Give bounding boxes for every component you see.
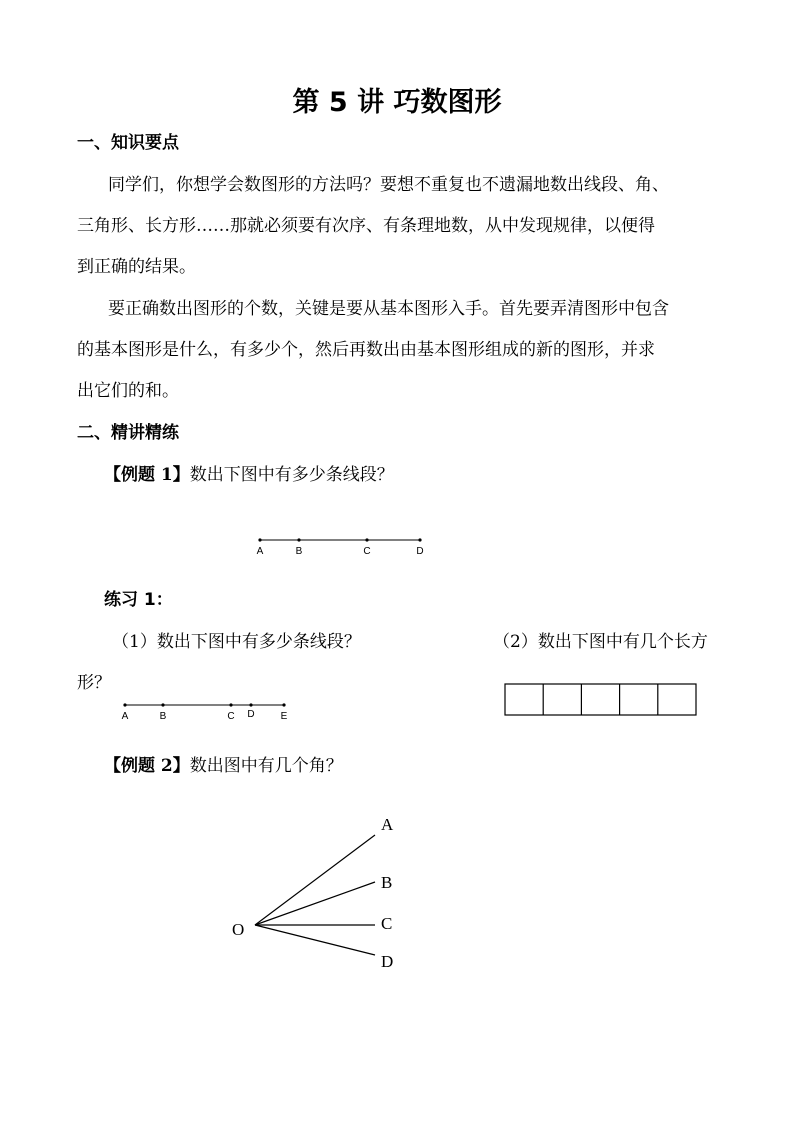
example1-tag: 【例题 1】 (104, 465, 190, 485)
point-dot (249, 703, 252, 706)
point-label: A (256, 546, 264, 557)
point-dot (258, 538, 261, 541)
point-dot (161, 703, 164, 706)
point-label: B (295, 546, 303, 557)
practice1-q1-line1: （1）数出下图中有多少条线段？ (112, 632, 361, 652)
para1-line2: 三角形、长方形……那就必须要有次序、有条理地数，从中发现规律，以便得 (77, 216, 655, 236)
example1-question (104, 460, 394, 485)
para2-line2: 的基本图形是什么，有多少个，然后再数出由基本图形组成的新的图形，并求 (77, 340, 655, 360)
para1-line3: 到正确的结果。 (77, 257, 196, 277)
practice1-segment-figure (117, 697, 297, 725)
para1-line1: 同学们，你想学会数图形的方法吗？要想不重复也不遗漏地数出线段、角、 (108, 175, 669, 195)
point-dot (229, 703, 232, 706)
section-heading-knowledge: 一、知识要点 (77, 133, 179, 153)
point-dot (297, 538, 300, 541)
point-dot (282, 703, 285, 706)
ray-ob (255, 882, 375, 925)
point-label: D (247, 709, 255, 720)
point-label: E (280, 711, 288, 722)
example2-question (104, 751, 343, 776)
point-label: B (159, 711, 167, 722)
para2-line3: 出它们的和。 (77, 381, 179, 401)
ray-od (255, 925, 375, 955)
point-dot (365, 538, 368, 541)
example2-text: 数出图中有几个角？ (189, 756, 343, 776)
example1-text: 数出下图中有多少条线段？ (189, 465, 394, 485)
point-dot (418, 538, 421, 541)
point-label: A (121, 711, 129, 722)
practice1-rectangle-figure (504, 683, 698, 716)
ray-label: A (381, 815, 394, 834)
page-title: 第 5 讲 巧数图形 (292, 87, 502, 118)
section-heading-practice: 二、精讲精练 (77, 423, 179, 443)
rectangle-outline (505, 684, 696, 715)
practice1-q1-line2: 形？ (77, 673, 111, 693)
example1-segment-figure (252, 532, 432, 558)
point-dot (123, 703, 126, 706)
point-label: D (416, 546, 424, 557)
example2-tag: 【例题 2】 (104, 756, 190, 776)
point-label: C (227, 711, 235, 722)
practice1-label: 练习 1： (104, 590, 173, 610)
ray-oa (255, 835, 375, 925)
ray-label: B (381, 873, 393, 892)
ray-label: C (381, 914, 393, 933)
vertex-label: O (232, 920, 245, 939)
ray-label: D (381, 952, 394, 971)
point-label: C (363, 546, 371, 557)
example2-angle-figure (220, 805, 420, 980)
practice1-q2-line1: （2）数出下图中有几个长方 (493, 632, 708, 652)
para2-line1: 要正确数出图形的个数，关键是要从基本图形入手。首先要弄清图形中包含 (108, 299, 669, 319)
